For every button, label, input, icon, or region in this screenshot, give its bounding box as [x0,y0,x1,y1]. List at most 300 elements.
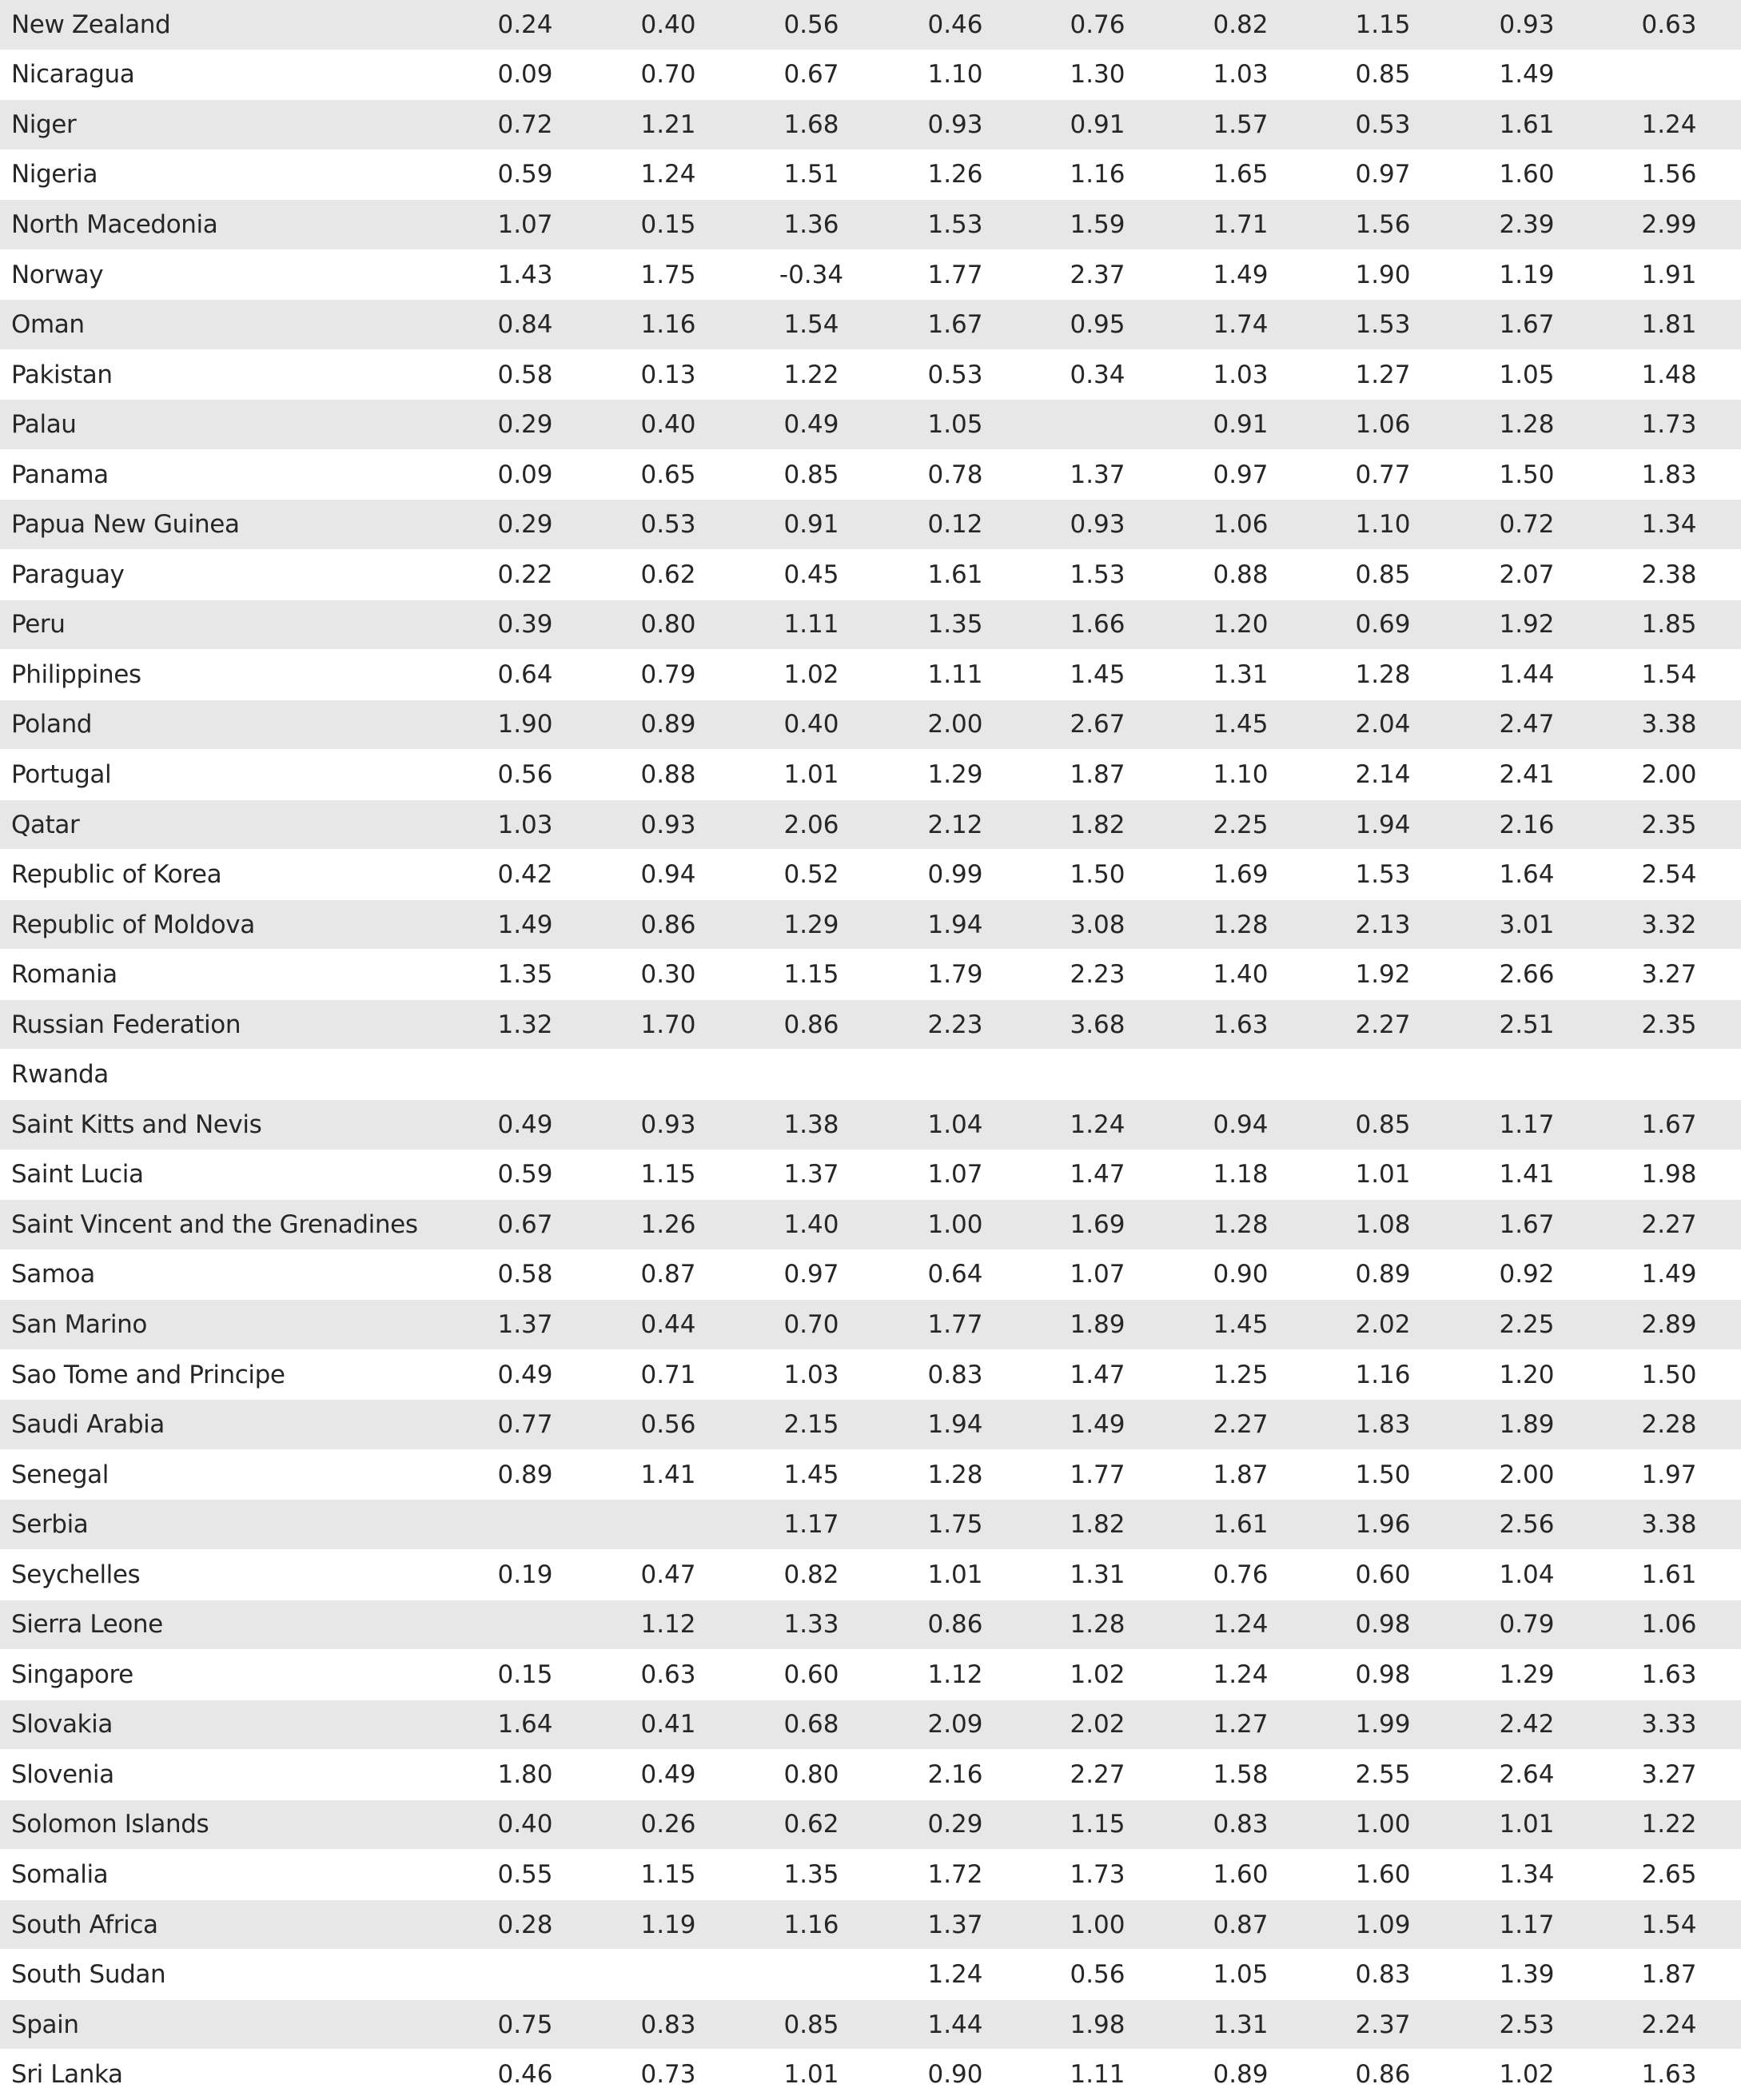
value-cell: 0.89 [1213,2060,1269,2090]
value-cell: 0.40 [640,410,696,440]
country-name: Republic of Korea [11,860,222,890]
country-name: Serbia [11,1510,89,1540]
value-cell: 1.28 [1070,1610,1125,1640]
value-cell: 0.91 [1070,110,1125,139]
value-cell: 2.02 [1355,1309,1411,1339]
value-cell: 0.93 [640,810,696,839]
table-row [0,1200,1741,1250]
value-cell: 1.05 [927,410,983,440]
country-name: Sierra Leone [11,1610,163,1640]
country-name: Poland [11,710,93,739]
value-cell: 1.10 [1355,510,1411,540]
value-cell: 2.41 [1499,759,1555,789]
value-cell: 1.51 [783,160,839,189]
value-cell: 1.67 [1499,1209,1555,1239]
value-cell: 0.85 [1355,560,1411,589]
value-cell: 0.99 [927,860,983,890]
value-cell: 0.82 [1213,10,1269,39]
value-cell: 2.00 [1499,1460,1555,1489]
table-row [0,50,1741,101]
value-cell: 1.40 [783,1209,839,1239]
value-cell: 0.80 [783,1759,839,1789]
country-name: Sao Tome and Principe [11,1360,285,1389]
value-cell [469,1500,581,1549]
value-cell: 0.94 [1213,1110,1269,1139]
value-cell: 1.50 [1355,1460,1411,1489]
value-cell: 1.91 [1641,260,1697,289]
country-name: New Zealand [11,10,171,39]
value-cell [1042,1050,1153,1099]
value-cell: 1.43 [497,260,553,289]
value-cell [612,1050,724,1099]
value-cell: 1.01 [1355,1160,1411,1189]
value-cell: 0.70 [640,60,696,90]
value-cell: 1.87 [1213,1460,1269,1489]
value-cell: 0.49 [783,410,839,440]
table-row [0,1650,1741,1700]
value-cell: 1.61 [927,560,983,589]
value-cell: 1.49 [1499,60,1555,90]
value-cell: 0.69 [1355,610,1411,640]
value-cell: 0.59 [497,160,553,189]
value-cell: 1.87 [1070,759,1125,789]
value-cell: 0.55 [497,1860,553,1889]
value-cell: 1.75 [927,1510,983,1540]
value-cell: 1.01 [783,759,839,789]
value-cell: 1.28 [1213,1209,1269,1239]
value-cell: 2.25 [1499,1309,1555,1339]
table-row [0,400,1741,450]
value-cell: 2.27 [1641,1209,1697,1239]
value-cell: 1.63 [1641,2060,1697,2090]
table-row [0,200,1741,250]
value-cell: 1.11 [783,610,839,640]
country-name: San Marino [11,1309,147,1339]
value-cell: 1.56 [1355,209,1411,239]
value-cell: 2.37 [1355,2010,1411,2039]
country-name: Slovenia [11,1759,114,1789]
value-cell: 1.32 [497,1010,553,1039]
value-cell: 1.28 [1499,410,1555,440]
value-cell: 1.02 [1499,2060,1555,2090]
country-name: Niger [11,110,77,139]
value-cell: 0.89 [640,710,696,739]
value-cell: 1.09 [1355,1910,1411,1939]
table-row [0,300,1741,350]
value-cell: 1.45 [1213,1309,1269,1339]
value-cell: 1.75 [640,260,696,289]
country-name: Seychelles [11,1560,141,1589]
value-cell: 1.03 [1213,360,1269,389]
value-cell: 1.49 [1213,260,1269,289]
value-cell: 1.05 [1499,360,1555,389]
value-cell: 1.53 [1355,860,1411,890]
value-cell: 0.41 [640,1710,696,1739]
value-cell: 1.82 [1070,1510,1125,1540]
value-cell [1613,1050,1725,1099]
value-cell: 1.01 [927,1560,983,1589]
value-cell: 1.90 [1355,260,1411,289]
value-cell: 0.97 [783,1260,839,1289]
table-row [0,1100,1741,1150]
value-cell: 1.45 [783,1460,839,1489]
country-name: Slovakia [11,1710,113,1739]
country-name: Spain [11,2010,79,2039]
value-cell: 0.53 [1355,110,1411,139]
value-cell: 2.35 [1641,1010,1697,1039]
country-name: Samoa [11,1260,95,1289]
country-name: Saint Lucia [11,1160,144,1189]
value-cell: 1.60 [1499,160,1555,189]
value-cell: 0.52 [783,860,839,890]
value-cell: 1.00 [927,1209,983,1239]
value-cell: 1.02 [1070,1660,1125,1689]
value-cell: 1.80 [497,1759,553,1789]
value-cell: 0.49 [640,1759,696,1789]
value-cell: 2.27 [1213,1410,1269,1440]
value-cell: 0.85 [783,2010,839,2039]
country-name: Portugal [11,759,112,789]
value-cell: 1.30 [1070,60,1125,90]
value-cell: 1.24 [1213,1660,1269,1689]
value-cell: 0.67 [783,60,839,90]
country-name: Romania [11,960,118,990]
value-cell: 2.37 [1070,260,1125,289]
country-name: Panama [11,460,109,489]
value-cell: 1.07 [497,209,553,239]
value-cell: 1.85 [1641,610,1697,640]
value-cell: 1.28 [1213,910,1269,939]
value-cell: 1.53 [927,209,983,239]
value-cell [1327,1050,1439,1099]
value-cell: 2.13 [1355,910,1411,939]
value-cell: 1.60 [1355,1860,1411,1889]
value-cell: 0.70 [783,1309,839,1339]
value-cell: 0.56 [783,10,839,39]
value-cell: 1.24 [1070,1110,1125,1139]
value-cell: 1.41 [1499,1160,1555,1189]
value-cell: 0.67 [497,1209,553,1239]
value-cell: 2.23 [927,1010,983,1039]
value-cell: 0.29 [927,1810,983,1839]
value-cell: 0.13 [640,360,696,389]
value-cell: 0.64 [497,659,553,689]
value-cell: 1.20 [1213,610,1269,640]
country-name: Senegal [11,1460,109,1489]
value-cell: 0.62 [640,560,696,589]
value-cell: 1.12 [640,1610,696,1640]
value-cell: 2.66 [1499,960,1555,990]
value-cell: 3.27 [1641,1759,1697,1789]
table-row [0,1950,1741,2000]
table-row [0,1600,1741,1651]
value-cell: 1.45 [1213,710,1269,739]
value-cell: 0.88 [640,759,696,789]
value-cell: 0.86 [783,1010,839,1039]
value-cell: 1.64 [497,1710,553,1739]
value-cell: 1.54 [783,310,839,340]
table-row [0,500,1741,550]
value-cell: 2.23 [1070,960,1125,990]
value-cell: 0.90 [927,2060,983,2090]
value-cell: 1.61 [1499,110,1555,139]
value-cell: 1.47 [1070,1360,1125,1389]
value-cell: 0.45 [783,560,839,589]
value-cell: 2.09 [927,1710,983,1739]
value-cell: 3.38 [1641,710,1697,739]
table-row [0,1350,1741,1401]
value-cell: 2.67 [1070,710,1125,739]
value-cell: 2.24 [1641,2010,1697,2039]
value-cell: 1.15 [1070,1810,1125,1839]
value-cell: 0.94 [640,860,696,890]
value-cell: 0.56 [497,759,553,789]
value-cell: 1.11 [927,659,983,689]
value-cell: 1.27 [1355,360,1411,389]
value-cell [1471,1050,1583,1099]
value-cell: 0.56 [1070,1960,1125,1990]
table-row [0,950,1741,1000]
value-cell: 1.07 [1070,1260,1125,1289]
value-cell: 2.15 [783,1410,839,1440]
value-cell: 1.05 [1213,1960,1269,1990]
value-cell: 2.16 [927,1759,983,1789]
value-cell: 1.66 [1070,610,1125,640]
value-cell: 0.29 [497,410,553,440]
value-cell: 1.74 [1213,310,1269,340]
value-cell: 1.15 [783,960,839,990]
value-cell: 0.88 [1213,560,1269,589]
country-name: South Sudan [11,1960,166,1990]
value-cell: 1.16 [1070,160,1125,189]
value-cell: 0.77 [1355,460,1411,489]
value-cell: 1.59 [1070,209,1125,239]
table-row [0,2050,1741,2100]
value-cell: 1.71 [1213,209,1269,239]
value-cell: 1.29 [1499,1660,1555,1689]
value-cell: -0.34 [779,260,844,289]
value-cell: 0.62 [783,1810,839,1839]
value-cell: 0.76 [1070,10,1125,39]
value-cell: 1.67 [1499,310,1555,340]
value-cell: 0.65 [640,460,696,489]
value-cell: 1.29 [927,759,983,789]
value-cell: 0.87 [640,1260,696,1289]
value-cell: 1.00 [1355,1810,1411,1839]
value-cell: 1.29 [783,910,839,939]
value-cell: 1.49 [1070,1410,1125,1440]
value-cell: 0.09 [497,460,553,489]
table-row [0,1500,1741,1550]
value-cell: 3.08 [1070,910,1125,939]
table-row [0,450,1741,500]
value-cell: 1.92 [1355,960,1411,990]
value-cell: 1.37 [927,1910,983,1939]
value-cell: 1.17 [1499,1910,1555,1939]
table-row [0,900,1741,950]
value-cell: 2.55 [1355,1759,1411,1789]
value-cell: 0.98 [1355,1660,1411,1689]
value-cell: 1.01 [783,2060,839,2090]
value-cell: 1.36 [783,209,839,239]
value-cell: 1.70 [640,1010,696,1039]
value-cell: 1.94 [1355,810,1411,839]
value-cell: 1.63 [1213,1010,1269,1039]
value-cell: 1.18 [1213,1160,1269,1189]
value-cell: 1.89 [1499,1410,1555,1440]
value-cell: 1.98 [1070,2010,1125,2039]
value-cell: 3.33 [1641,1710,1697,1739]
value-cell: 1.90 [497,710,553,739]
value-cell: 1.31 [1070,1560,1125,1589]
country-name: Saint Kitts and Nevis [11,1110,262,1139]
value-cell: 1.02 [783,659,839,689]
value-cell: 1.22 [783,360,839,389]
value-cell: 1.17 [1499,1110,1555,1139]
value-cell: 1.60 [1213,1860,1269,1889]
value-cell: 0.34 [1070,360,1125,389]
value-cell: 1.50 [1070,860,1125,890]
value-cell: 1.57 [1213,110,1269,139]
value-cell: 0.91 [1213,410,1269,440]
value-cell: 0.44 [640,1309,696,1339]
value-cell: 1.24 [640,160,696,189]
value-cell: 1.44 [1499,659,1555,689]
value-cell [755,1050,867,1099]
value-cell [1042,400,1153,449]
value-cell [1185,1050,1297,1099]
value-cell: 2.51 [1499,1010,1555,1039]
value-cell: 1.03 [783,1360,839,1389]
value-cell: 1.83 [1641,460,1697,489]
value-cell: 0.93 [1499,10,1555,39]
country-name: Oman [11,310,85,340]
country-name: Philippines [11,659,141,689]
value-cell: 3.01 [1499,910,1555,939]
value-cell: 1.54 [1641,659,1697,689]
value-cell: 1.40 [1213,960,1269,990]
value-cell: 1.92 [1499,610,1555,640]
table-row [0,750,1741,800]
value-cell: 1.53 [1070,560,1125,589]
value-cell: 1.64 [1499,860,1555,890]
table-row [0,700,1741,751]
value-cell: 2.04 [1355,710,1411,739]
value-cell [469,1950,581,1999]
value-cell: 1.94 [927,910,983,939]
value-cell: 0.09 [497,60,553,90]
value-cell: 1.21 [640,110,696,139]
value-cell: 1.04 [927,1110,983,1139]
value-cell [899,1050,1011,1099]
value-cell: 1.53 [1355,310,1411,340]
table-row [0,550,1741,600]
value-cell: 0.92 [1499,1260,1555,1289]
value-cell: 0.29 [497,510,553,540]
value-cell: 1.16 [640,310,696,340]
value-cell: 1.50 [1641,1360,1697,1389]
value-cell: 1.89 [1070,1309,1125,1339]
value-cell: 1.63 [1641,1660,1697,1689]
value-cell: 0.89 [497,1460,553,1489]
value-cell: 1.67 [927,310,983,340]
value-cell: 1.99 [1355,1710,1411,1739]
value-cell: 0.79 [640,659,696,689]
country-name: Palau [11,410,77,440]
country-name: Singapore [11,1660,133,1689]
value-cell [469,1050,581,1099]
table-row [0,0,1741,50]
value-cell: 0.46 [927,10,983,39]
value-cell: 1.87 [1641,1960,1697,1990]
value-cell: 0.86 [640,910,696,939]
value-cell [469,1600,581,1650]
country-name: Norway [11,260,104,289]
value-cell: 1.06 [1641,1610,1697,1640]
value-cell: 0.86 [1355,2060,1411,2090]
value-cell: 2.64 [1499,1759,1555,1789]
value-cell [1613,50,1725,100]
value-cell: 1.26 [927,160,983,189]
value-cell: 1.28 [927,1460,983,1489]
value-cell: 2.00 [1641,759,1697,789]
value-cell: 0.40 [783,710,839,739]
value-cell: 1.07 [927,1160,983,1189]
value-cell: 0.63 [640,1660,696,1689]
value-cell: 1.06 [1213,510,1269,540]
value-cell: 1.49 [1641,1260,1697,1289]
value-cell: 1.49 [497,910,553,939]
value-cell: 2.42 [1499,1710,1555,1739]
value-cell: 0.83 [1213,1810,1269,1839]
value-cell: 1.19 [640,1910,696,1939]
value-cell: 3.27 [1641,960,1697,990]
value-cell: 0.49 [497,1360,553,1389]
value-cell: 1.83 [1355,1410,1411,1440]
table-row [0,1900,1741,1951]
value-cell: 0.80 [640,610,696,640]
value-cell: 0.24 [497,10,553,39]
value-cell: 2.27 [1355,1010,1411,1039]
table-row [0,1700,1741,1751]
table-row [0,600,1741,651]
country-name: Rwanda [11,1060,109,1090]
value-cell: 1.01 [1499,1810,1555,1839]
value-cell: 3.68 [1070,1010,1125,1039]
value-cell: 1.04 [1499,1560,1555,1589]
value-cell: 0.63 [1641,10,1697,39]
value-cell: 2.99 [1641,209,1697,239]
value-cell: 1.94 [927,1410,983,1440]
country-name: Pakistan [11,360,113,389]
value-cell: 1.48 [1641,360,1697,389]
value-cell: 0.53 [927,360,983,389]
value-cell: 1.61 [1213,1510,1269,1540]
value-cell: 1.15 [640,1160,696,1189]
value-cell: 2.25 [1213,810,1269,839]
value-cell: 0.12 [927,510,983,540]
value-cell: 1.03 [1213,60,1269,90]
table-row [0,2000,1741,2050]
country-name: Qatar [11,810,80,839]
value-cell: 0.58 [497,1260,553,1289]
value-cell: 0.83 [927,1360,983,1389]
table-row [0,150,1741,201]
country-name: Nicaragua [11,60,135,90]
value-cell: 1.12 [927,1660,983,1689]
country-name: Papua New Guinea [11,510,240,540]
country-name: Sri Lanka [11,2060,123,2090]
